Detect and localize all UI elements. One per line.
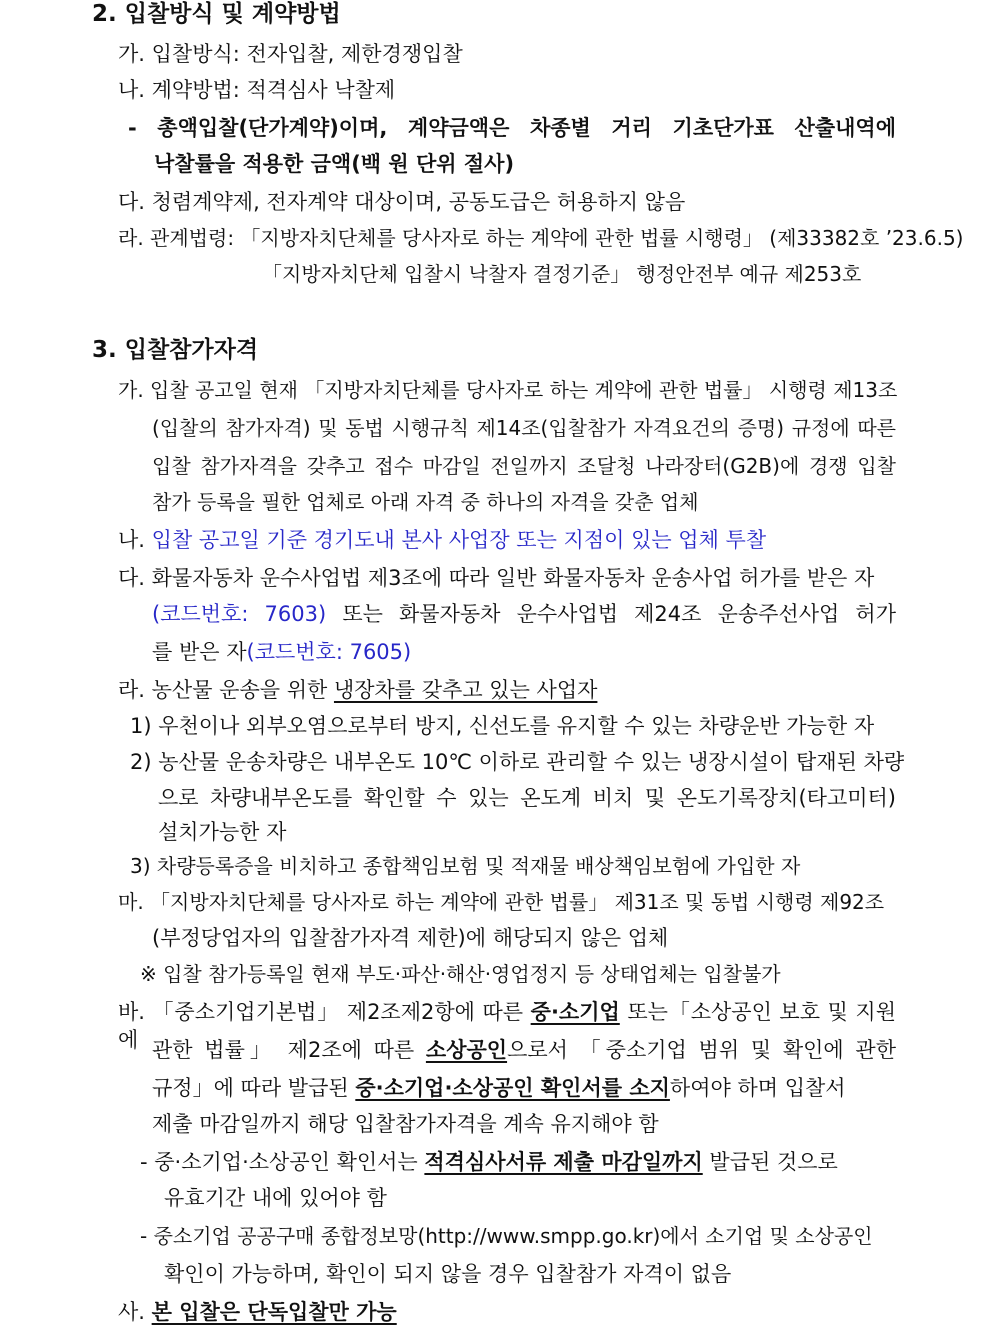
s3-ma-note: ※ 입찰 참가등록일 현재 부도·파산·해산·영업정지 등 상태업체는 입찰불가: [140, 962, 781, 986]
s3-ba-line1-post: 또는「소상공인 보호 및 지원에: [118, 1000, 896, 1052]
s3-ba-line2: [152, 1036, 896, 1064]
s3-da-code-7603: (코드번호: 7603): [152, 602, 327, 626]
s3-ba-line1-pre: 바. 「중소기업기본법」 제2조제2항에 따른: [118, 1000, 531, 1024]
s3-sa-single-bid: 본 입찰은 단독입찰만 가능: [151, 1300, 397, 1324]
s2-item-da: 다. 청렴계약제, 전자계약 대상이며, 공동도급은 허용하지 않음: [118, 190, 686, 214]
s3-ga-line4: 참가 등록을 필한 업체로 아래 자격 중 하나의 자격을 갖춘 업체: [152, 490, 699, 514]
s3-ga-line1: 가. 입찰 공고일 현재 「지방자치단체를 당사자로 하는 계약에 관한 법률」 시행령 제13조: [118, 378, 898, 402]
s3-ra-2-line1: 2) 농산물 운송차량은 내부온도 10℃ 이하로 관리할 수 있는 냉장시설이 탑재된 차량: [130, 750, 905, 774]
s2-item-ra-line1: 라. 관계법령: 「지방자치단체를 당사자로 하는 계약에 관한 법률 시행령」 (제33382호 ’23.6.5): [118, 226, 964, 250]
s3-ma-line2: (부정당업자의 입찰참가자격 제한)에 해당되지 않은 업체: [152, 926, 669, 950]
s3-ba-sub1-pre: - 중·소기업·소상공인 확인서는: [140, 1150, 425, 1174]
s3-ba-line3-post: 하여야 하며 입찰서: [669, 1076, 846, 1100]
s2-na-sub-line1: - 총액입찰(단가계약)이며, 계약금액은 차종별 거리 기초단가표 산출내역에: [128, 116, 896, 140]
s3-sa-pre: 사.: [118, 1300, 152, 1324]
s3-na-text: 입찰 공고일 기준 경기도내 본사 사업장 또는 지점이 있는 업체 투찰: [151, 528, 767, 552]
s3-ba-certificate: 중·소기업·소상공인 확인서를 소지: [355, 1076, 670, 1100]
s3-ba-line3: [152, 1074, 846, 1102]
s3-da-line2: [152, 600, 896, 628]
s3-ra-2-line3: 설치가능한 자: [158, 820, 287, 844]
section-2-title: 2. 입찰방식 및 계약방법: [92, 1, 341, 27]
s3-da-line3-pre: 를 받은 자: [152, 640, 247, 664]
s3-ra-underlined: 냉장차를 갖추고 있는 사업자: [333, 678, 598, 702]
s2-item-ga: 가. 입찰방식: 전자입찰, 제한경쟁입찰: [118, 42, 463, 66]
s3-ba-sub1-post: 발급된 것으로: [702, 1150, 838, 1174]
s3-da-line2-rest: 또는 화물자동차 운수사업법 제24조 운송주선사업 허가: [326, 602, 896, 626]
s2-item-na: 나. 계약방법: 적격심사 낙찰제: [118, 78, 396, 102]
s3-na-prefix: 나.: [118, 528, 145, 552]
s3-ba-line3-pre: 규정」에 따라 발급된: [152, 1076, 356, 1100]
s3-da-code-7605: (코드번호: 7605): [246, 640, 412, 664]
s3-item-sa: [118, 1298, 397, 1326]
s3-ba-line4: 제출 마감일까지 해당 입찰참가자격을 계속 유지해야 함: [152, 1112, 659, 1136]
s3-ra-2-line2: 으로 차량내부온도를 확인할 수 있는 온도계 비치 및 온도기록장치(타고미터): [158, 786, 896, 810]
s3-item-ra: [118, 676, 597, 704]
s3-ra-3: 3) 차량등록증을 비치하고 종합책임보험 및 적재물 배상책임보험에 가입한 자: [130, 854, 801, 878]
s3-ra-1: 1) 우천이나 외부오염으로부터 방지, 신선도를 유지할 수 있는 차량운반 가능한 자: [130, 714, 875, 738]
s3-da-line3: [152, 638, 411, 666]
s3-ba-sub1-line1: [140, 1148, 838, 1176]
s3-ba-line2-pre: 관한 법률」 제2조에 따른: [152, 1038, 426, 1062]
s3-ba-sub2-line1: - 중소기업 공공구매 종합정보망(http://www.smpp.go.kr)에서 소기업 및 소상공인: [140, 1224, 873, 1248]
s3-ba-line2-post: 으로서 「중소기업 범위 및 확인에 관한: [507, 1038, 896, 1062]
s3-ba-sub1-deadline: 적격심사서류 제출 마감일까지: [424, 1150, 703, 1174]
s3-item-na: [118, 526, 766, 554]
s2-na-sub-line2: 낙찰률을 적용한 금액(백 원 단위 절사): [154, 152, 515, 176]
section-3-title: 3. 입찰참가자격: [92, 337, 259, 363]
s3-ba-sub1-line2: 유효기간 내에 있어야 함: [164, 1186, 387, 1210]
s3-ba-sub2-line2: 확인이 가능하며, 확인이 되지 않을 경우 입찰참가 자격이 없음: [164, 1262, 732, 1286]
s3-ba-small-business: 소상공인: [425, 1038, 508, 1062]
s2-item-ra-line2: 「지방자치단체 입찰시 낙찰자 결정기준」 행정안전부 예규 제253호: [262, 262, 862, 286]
s3-da-line1: 다. 화물자동차 운수사업법 제3조에 따라 일반 화물자동차 운송사업 허가를 받은 자: [118, 566, 875, 590]
s3-ma-line1: 마. 「지방자치단체를 당사자로 하는 계약에 관한 법률」 제31조 및 동법 시행령 제92조: [118, 890, 885, 914]
s3-ba-sme: 중·소기업: [530, 1000, 620, 1024]
s3-ga-line3: 입찰 참가자격을 갖추고 접수 마감일 전일까지 조달청 나라장터(G2B)에 경쟁 입찰: [152, 454, 896, 478]
s3-ga-line2: (입찰의 참가자격) 및 동법 시행규칙 제14조(입찰참가 자격요건의 증명) 규정에 따른: [152, 416, 896, 440]
s3-ra-pre: 라. 농산물 운송을 위한: [118, 678, 334, 702]
